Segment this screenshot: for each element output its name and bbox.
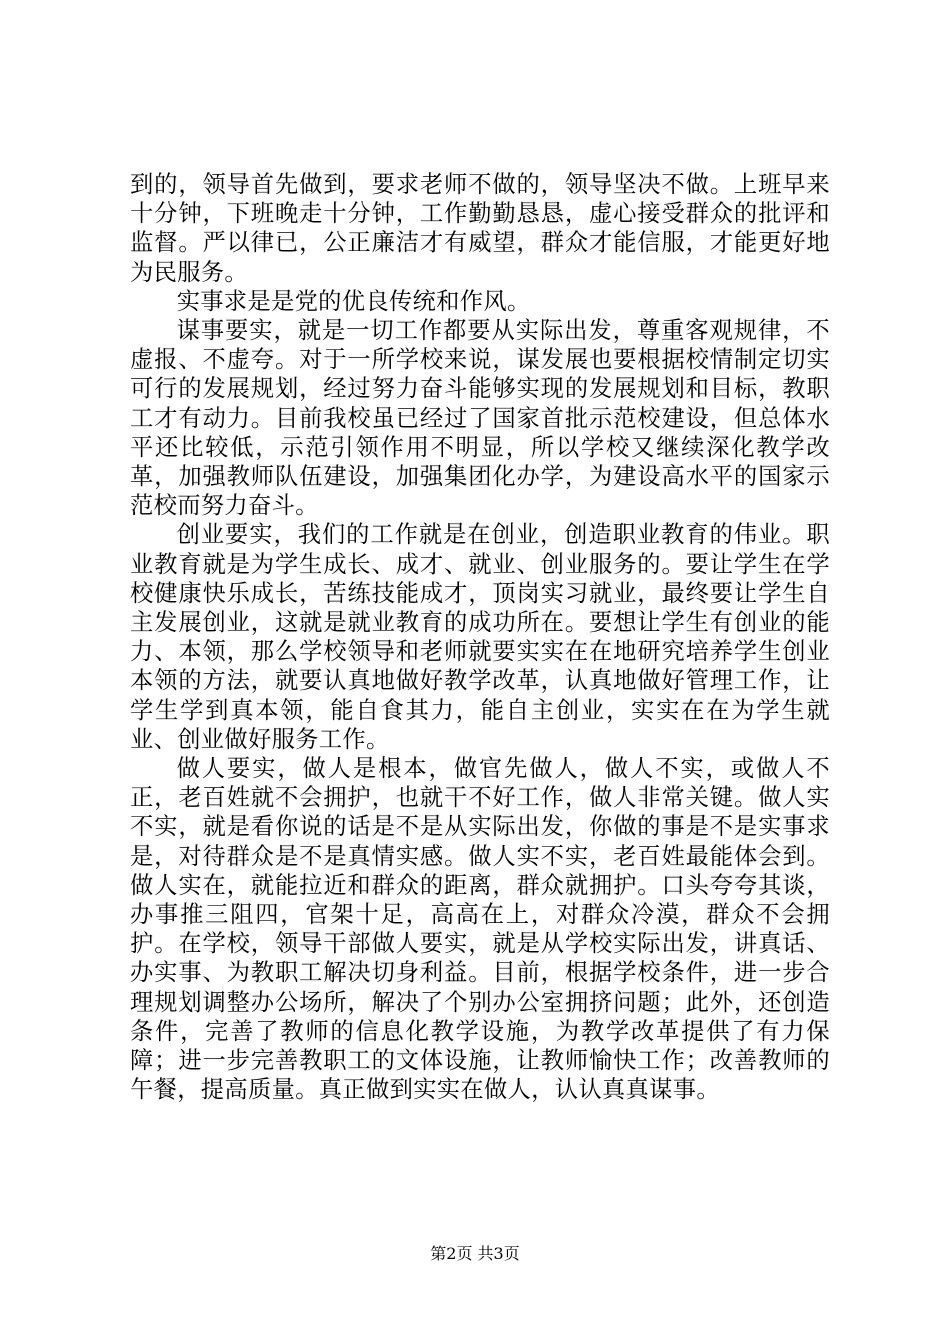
document-body [130, 170, 830, 1105]
page-number-footer: 第2页 共3页 [430, 1244, 520, 1263]
paragraph-plan-practically: 谋事要实，就是一切工作都要从实际出发，尊重客观规律，不虚报、不虚夸。对于一所学校来说，谋发展也要根据校情制定切实可行的发展规划，经过努力奋斗能够实现的发展规划和目标，教职工才有动力。目前我校虽已经过了国家首批示范校建设，但总体水平还比较低，示范引领作用不明显，所以学校又继续深化教学改革，加强教师队伍建设，加强集团化办学，为建设高水平的国家示范校而努力奋斗。 [130, 317, 830, 520]
paragraph-continuation: 到的，领导首先做到，要求老师不做的，领导坚决不做。上班早来十分钟，下班晚走十分钟，工作勤勤恳恳，虚心接受群众的批评和监督。严以律已，公正廉洁才有威望，群众才能信服，才能更好地为民服务。 [130, 171, 830, 286]
paragraph-seek-truth: 实事求是是党的优良传统和作风。 [176, 287, 531, 315]
paragraph-start-business-practically: 创业要实，我们的工作就是在创业，创造职业教育的伟业。职业教育就是为学生成长、成才、就业、创业服务的。要让学生在学校健康快乐成长，苦练技能成才，顶岗实习就业，最终要让学生自主发展创业，这就是就业教育的成功所在。要想让学生有创业的能力、本领，那么学校领导和老师就要实实在在地研究培养学生创业本领的方法，就要认真地做好教学改革，认真地做好管理工作，让学生学到真本领，能自食其力，能自主创业，实实在在为学生就业、创业做好服务工作。 [130, 521, 830, 753]
paragraph-be-honest-person: 做人要实，做人是根本，做官先做人，做人不实，或做人不正，老百姓就不会拥护，也就干不好工作，做人非常关键。做人实不实，就是看你说的话是不是从实际出发，你做的事是不是实事求是，对待群众是不是真情实感。做人实不实，老百姓最能体会到。做人实在，就能拉近和群众的距离，群众就拥护。口头夸夸其谈，办事推三阻四，官架十足，高高在上，对群众冷漠，群众不会拥护。在学校，领导干部做人要实，就是从学校实际出发，讲真话、办实事、为教职工解决切身利益。目前，根据学校条件，进一步合理规划调整办公场所，解决了个别办公室拥挤问题；此外，还创造条件，完善了教师的信息化教学设施，为教学改革提供了有力保障；进一步完善教职工的文体设施，让教师愉快工作；改善教师的午餐，提高质量。真正做到实实在做人，认认真真谋事。 [130, 755, 830, 1104]
